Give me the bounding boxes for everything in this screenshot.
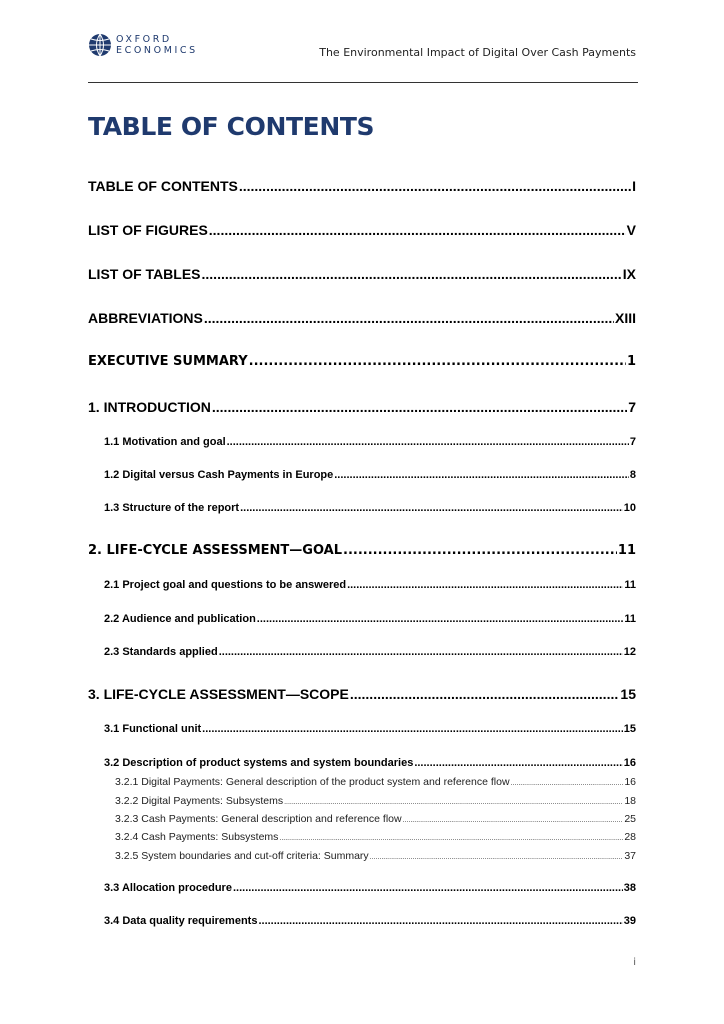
- oxford-economics-logo: [88, 31, 198, 59]
- toc-entry-3-4[interactable]: 3.4 Data quality requirements ..... 39: [104, 915, 636, 927]
- toc-entry-lca-goal[interactable]: 2. LIFE-CYCLE ASSESSMENT—GOAL ..... 11: [88, 543, 636, 558]
- globe-icon: [88, 33, 112, 57]
- toc-entry-2-3[interactable]: 2.3 Standards applied ..... 12: [104, 646, 636, 658]
- toc-entry-3-2-3[interactable]: 3.2.3 Cash Payments: General description and reference flow ..... 25: [115, 813, 636, 825]
- toc-entry-1-1[interactable]: 1.1 Motivation and goal ..... 7: [104, 436, 636, 448]
- header-divider: [88, 82, 638, 83]
- toc-entry-3-3[interactable]: 3.3 Allocation procedure ..... 38: [104, 882, 636, 894]
- toc-entry-1-3[interactable]: 1.3 Structure of the report ..... 10: [104, 502, 636, 514]
- page-title: TABLE OF CONTENTS: [88, 112, 375, 141]
- toc-entry-list-of-tables[interactable]: LIST OF TABLES ..... IX: [88, 266, 636, 282]
- toc-entry-3-2[interactable]: 3.2 Description of product systems and system boundaries ..... 16: [104, 757, 636, 769]
- logo-line-1: OXFORD: [116, 34, 172, 45]
- toc-entry-lca-scope[interactable]: 3. LIFE-CYCLE ASSESSMENT—SCOPE ..... 15: [88, 686, 636, 702]
- toc-entry-list-of-figures[interactable]: LIST OF FIGURES ..... V: [88, 222, 636, 238]
- document-title: The Environmental Impact of Digital Over Cash Payments: [319, 46, 636, 59]
- toc-entry-executive-summary[interactable]: EXECUTIVE SUMMARY ..... 1: [88, 354, 636, 369]
- page-number: i: [633, 957, 636, 968]
- toc-entry-3-2-4[interactable]: 3.2.4 Cash Payments: Subsystems ..... 28: [115, 831, 636, 843]
- toc-entry-3-1[interactable]: 3.1 Functional unit ..... 15: [104, 723, 636, 735]
- toc-entry-introduction[interactable]: 1. INTRODUCTION ..... 7: [88, 399, 636, 415]
- toc-entry-3-2-5[interactable]: 3.2.5 System boundaries and cut-off criteria: Summary ..... 37: [115, 850, 636, 862]
- toc-entry-table-of-contents[interactable]: TABLE OF CONTENTS ..... I: [88, 178, 636, 194]
- toc-entry-3-2-2[interactable]: 3.2.2 Digital Payments: Subsystems ..... 18: [115, 795, 636, 807]
- toc-entry-2-1[interactable]: 2.1 Project goal and questions to be answered ..... 11: [104, 579, 636, 591]
- toc-entry-1-2[interactable]: 1.2 Digital versus Cash Payments in Europe ..... 8: [104, 469, 636, 481]
- logo-line-2: ECONOMICS: [116, 45, 198, 56]
- toc-entry-2-2[interactable]: 2.2 Audience and publication ..... 11: [104, 613, 636, 625]
- toc-entry-abbreviations[interactable]: ABBREVIATIONS ..... XIII: [88, 310, 636, 326]
- toc-entry-3-2-1[interactable]: 3.2.1 Digital Payments: General description of the product system and reference flow ..... 16: [115, 776, 636, 788]
